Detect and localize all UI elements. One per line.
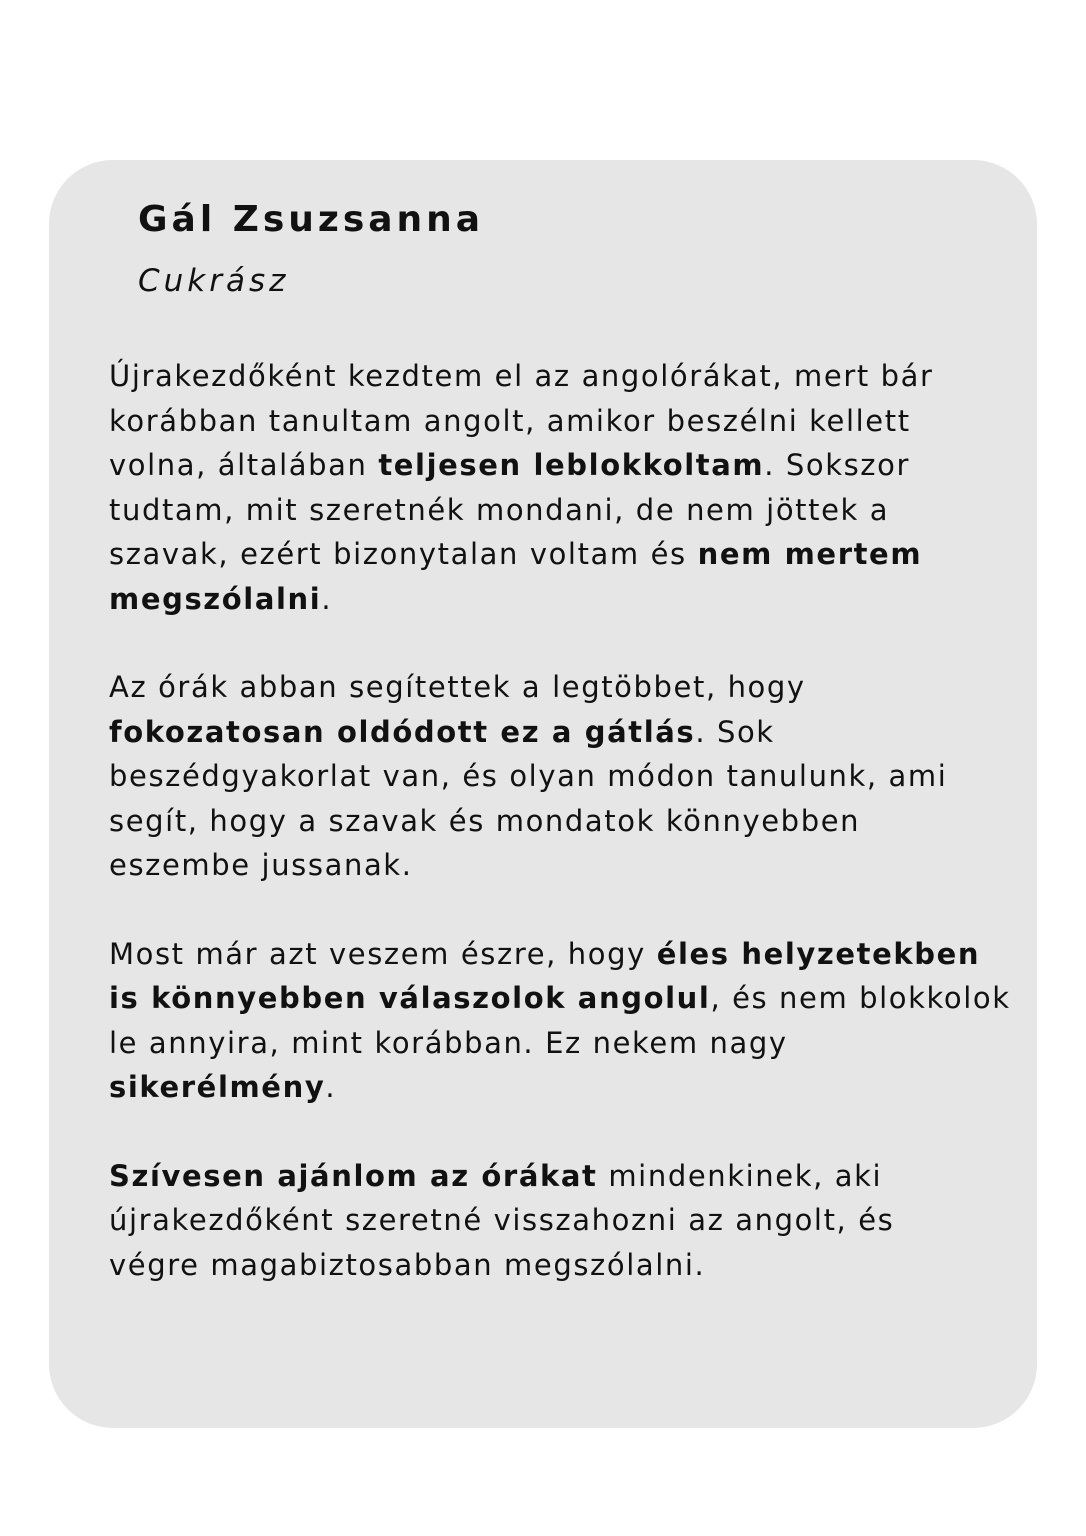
testimonial-paragraph — [109, 665, 1019, 888]
text-line — [109, 577, 1019, 622]
text-run: . — [325, 1070, 337, 1104]
text-line — [109, 443, 1019, 488]
text-line — [109, 665, 1019, 710]
highlighted-text: éles helyzetekben — [656, 936, 981, 971]
text-line — [109, 1021, 1019, 1066]
text-line — [109, 1154, 1019, 1199]
text-line — [109, 354, 1019, 399]
text-line — [109, 754, 1019, 799]
text-run: Újrakezdőként kezdtem el az angolórákat, mert bár — [109, 359, 934, 393]
testimonial-paragraph — [109, 932, 1019, 1110]
highlighted-text: sikerélmény — [109, 1070, 326, 1104]
text-run: tudtam, mit szeretnék mondani, de nem jöttek a — [109, 492, 890, 527]
text-run: le annyira, mint korábban. Ez nekem nagy — [109, 1025, 788, 1060]
text-run: , és nem blokkolok — [710, 981, 1011, 1015]
text-line — [109, 1065, 1019, 1110]
text-line — [109, 710, 1019, 755]
text-run: szavak, ezért bizonytalan voltam és — [109, 537, 698, 571]
text-line — [109, 532, 1019, 577]
highlighted-text: Szívesen ajánlom az órákat — [109, 1158, 598, 1193]
text-run: . — [321, 581, 333, 616]
text-line — [109, 1198, 1019, 1243]
text-run: újrakezdőként szeretné visszahozni az angolt, és — [109, 1203, 895, 1237]
text-run: beszédgyakorlat van, és olyan módon tanulunk, ami — [109, 759, 948, 793]
highlighted-text: is könnyebben válaszolok angolul — [109, 981, 711, 1015]
text-run: mindenkinek, aki — [597, 1158, 883, 1193]
text-run: segít, hogy a szavak és mondatok könnyebben — [109, 803, 861, 838]
highlighted-text: megszólalni — [109, 581, 322, 616]
text-run: . Sokszor — [764, 448, 910, 482]
highlighted-text: nem mertem — [697, 537, 923, 571]
testimonial-paragraph — [109, 1154, 1019, 1288]
highlighted-text: teljesen leblokkoltam — [378, 448, 765, 482]
text-run: . Sok — [695, 714, 775, 749]
text-run: Most már azt veszem észre, hogy — [109, 936, 657, 971]
text-line — [109, 932, 1019, 977]
highlighted-text: fokozatosan oldódott ez a gátlás — [109, 714, 696, 749]
text-line — [109, 399, 1019, 444]
text-line — [109, 1243, 1019, 1288]
author-role: Cukrász — [138, 263, 290, 299]
text-run: volna, általában — [109, 448, 379, 482]
testimonial-paragraph — [109, 354, 1019, 621]
text-run: korábban tanultam angolt, amikor beszélni kellett — [109, 403, 911, 438]
testimonial-text — [109, 354, 1019, 1331]
text-run: eszembe jussanak. — [109, 848, 413, 882]
text-line — [109, 843, 1019, 888]
text-line — [109, 488, 1019, 533]
text-run: végre magabiztosabban megszólalni. — [109, 1247, 706, 1282]
text-line — [109, 799, 1019, 844]
author-name: Gál Zsuzsanna — [138, 199, 485, 240]
text-run: Az órák abban segítettek a legtöbbet, hogy — [109, 670, 806, 704]
text-line — [109, 976, 1019, 1021]
